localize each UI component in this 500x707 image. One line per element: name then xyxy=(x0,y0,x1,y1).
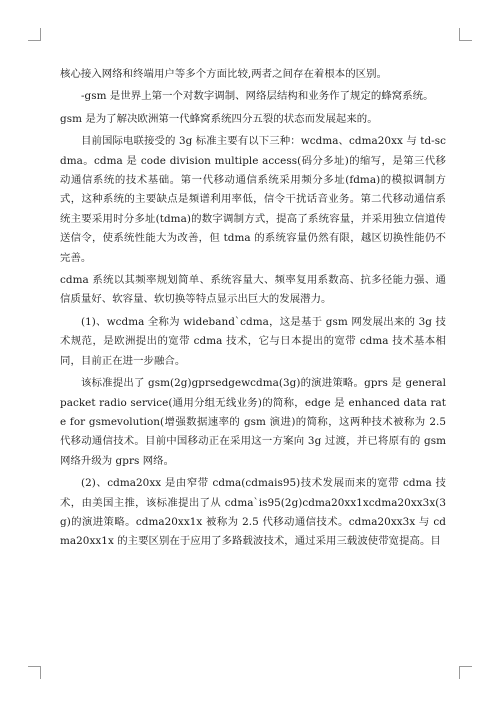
paragraph-7: 该标准提出了 gsm(2g)gprsedgewcdma(3g)的演进策略。gprs 是 general packet radio service(通用分组无线业务)的简称，edge 是 enhanced data rate for gsmevolution(增强数据速率的 gsm 演进)的简称，这两种技术被称为 2.5 代移动通信技术。目前中国移动正在采用这一方案向 3g 过渡，并已将原有的 gsm 网络升级为 gprs 网络。 xyxy=(60,377,446,467)
paragraph-3: gsm 是为了解决欧洲第一代蜂窝系统四分五裂的状态而发展起来的。 xyxy=(60,112,378,125)
paragraph-1: 核心接入网络和终端用户等多个方面比较,两者之间存在着根本的区别。 xyxy=(60,68,388,80)
crop-mark-top-right xyxy=(459,28,472,41)
document-body xyxy=(60,65,446,555)
crop-mark-bottom-left xyxy=(28,666,41,679)
crop-mark-bottom-right xyxy=(459,666,472,679)
crop-mark-top-left xyxy=(28,28,41,41)
paragraph-6: (1)、wcdma 全称为 wideband`cdma，这是基于 gsm 网发展出来的 3g 技术规范，是欧洲提出的宽带 cdma 技术，它与日本提出的宽带 cdma 技术基本相同，目前正在进一步融合。 xyxy=(60,315,446,367)
paragraph-2: -gsm 是世界上第一个对数字调制、网络层结构和业务作了规定的蜂窝系统。 xyxy=(81,90,434,103)
paragraph-5: cdma 系统以其频率规划简单、系统容量大、频率复用系数高、抗多径能力强、通信质量好、软容量、软切换等特点显示出巨大的发展潜力。 xyxy=(60,274,446,306)
paragraph-4: 目前国际电联接受的 3g 标准主要有以下三种：wcdma、cdma20xx 与 td-scdma。cdma 是 code division multiple access(码分多址)的缩写，是第三代移动通信系统的技术基础。第一代移动通信系统采用频分多址(fdma)的模拟调制方式，这种系统的主要缺点是频谱利用率低，信令干扰话音业务。第二代移动通信系统主要采用时分多址(tdma)的数字调制方式，提高了系统容量，并采用独立信道传送信令，使系统性能大为改善，但 tdma 的系统容量仍然有限，越区切换性能仍不完善。 xyxy=(60,135,446,264)
paragraph-8: (2)、cdma20xx 是由窄带 cdma(cdmais95)技术发展而来的宽带 cdma 技术，由美国主推，该标准提出了从 cdma`is95(2g)cdma20xx1xcdma20xx3x(3g)的演进策略。cdma20xx1x 被称为 2.5 代移动通信技术。cdma20xx3x 与 cdma20xx1x 的主要区别在于应用了多路载波技术，通过采用三载波使带宽提高。目 xyxy=(60,477,446,548)
